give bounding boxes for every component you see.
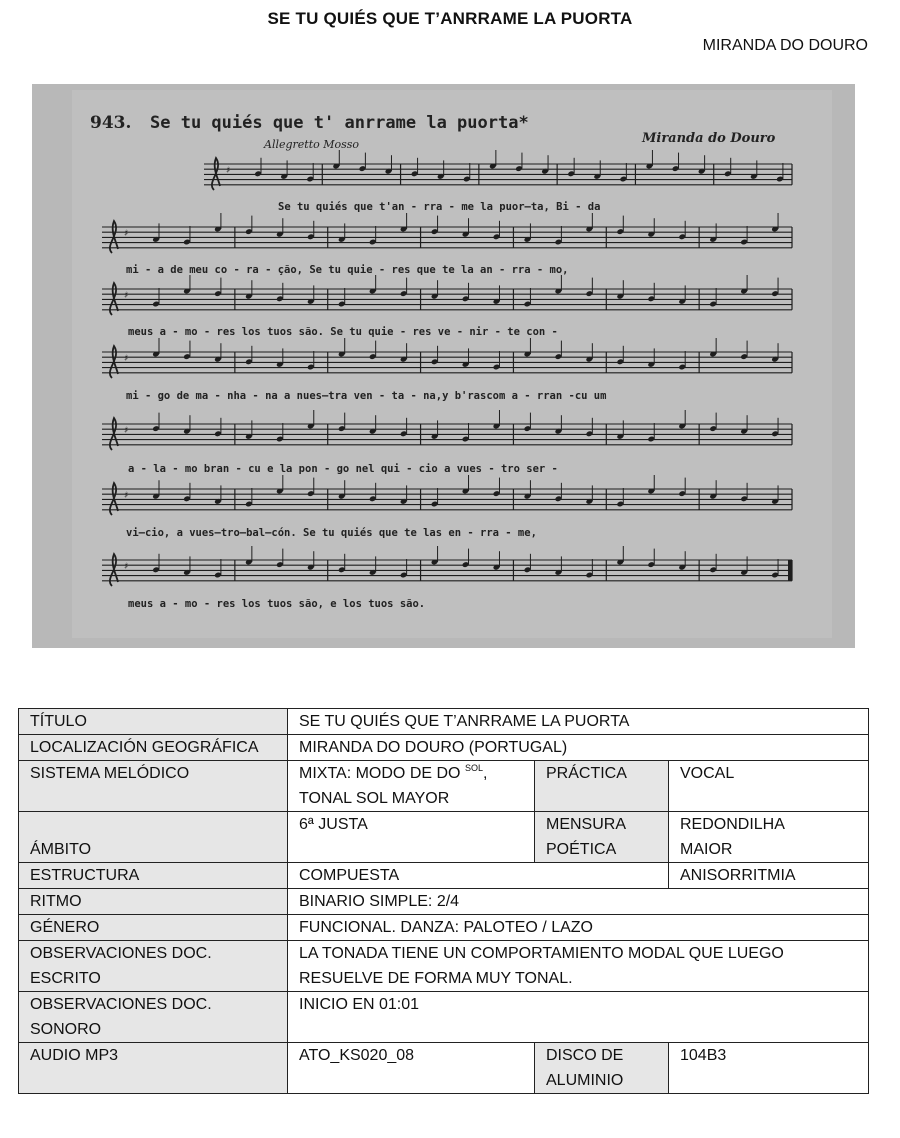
value-obs-sonoro: INICIO EN 01:01: [288, 992, 869, 1043]
lyric-line: a - la - mo bran - cu e la pon - go nel qui - cio a vues - tro ser -: [128, 463, 558, 475]
value-obs-escrito-line1: LA TONADA TIENE UN COMPORTAMIENTO MODAL QUE LUEGO: [299, 945, 784, 962]
lyric-line: vi–cio, a vues–tro–bal–cón. Se tu quiés que te las en - rra - me,: [126, 527, 537, 539]
label-ambito: [19, 812, 288, 863]
svg-text:♯: ♯: [124, 491, 129, 501]
label-obs-escrito: [19, 941, 288, 992]
score-place: Miranda do Douro: [642, 131, 776, 146]
metadata-table: [18, 708, 869, 1094]
lyric-line: mi - go de ma - nha - na a nues–tra ven - ta - na,y b'rascom a - rran -cu um: [126, 390, 607, 402]
svg-text:♯: ♯: [124, 426, 129, 436]
row-localizacion: [19, 735, 869, 761]
value-genero: FUNCIONAL. DANZA: PALOTEO / LAZO: [288, 915, 869, 941]
label-obs-escrito-line2: ESCRITO: [30, 970, 101, 987]
label-disco-line2: ALUMINIO: [546, 1072, 624, 1089]
row-ritmo: [19, 889, 869, 915]
svg-text:♯: ♯: [124, 229, 129, 239]
label-mensura-line1: MENSURA: [546, 816, 627, 833]
value-disco: 104B3: [669, 1043, 869, 1094]
label-sistema: SISTEMA MELÓDICO: [19, 761, 288, 812]
label-obs-sonoro-line2: SONORO: [30, 1021, 102, 1038]
row-estructura: [19, 863, 869, 889]
row-sistema: [19, 761, 869, 812]
value-sistema-comma: ,: [482, 765, 488, 782]
value-sistema: [288, 761, 535, 812]
value-obs-escrito-line2: RESUELVE DE FORMA MUY TONAL.: [299, 970, 573, 987]
label-ritmo: RITMO: [19, 889, 288, 915]
score-photo: [32, 84, 855, 648]
value-localizacion: MIRANDA DO DOURO (PORTUGAL): [288, 735, 869, 761]
label-ambito-text: ÁMBITO: [30, 841, 92, 858]
document-place: MIRANDA DO DOURO: [702, 37, 868, 54]
label-obs-escrito-line1: OBSERVACIONES DOC.: [30, 945, 212, 962]
label-genero: GÉNERO: [19, 915, 288, 941]
value-titulo: SE TU QUIÉS QUE T’ANRRAME LA PUORTA: [288, 709, 869, 735]
label-disco: [535, 1043, 669, 1094]
svg-text:♯: ♯: [124, 291, 129, 301]
document-title: SE TU QUIÉS QUE T’ANRRAME LA PUORTA: [267, 9, 633, 28]
svg-text:♯: ♯: [124, 354, 129, 364]
value-estructura: COMPUESTA: [288, 863, 669, 889]
value-sistema-sup: SOL: [464, 763, 483, 773]
lyric-line: meus a - mo - res los tuos são. Se tu quie - res ve - nir - te con -: [128, 326, 558, 338]
lyric-line: meus a - mo - res los tuos são, e los tuos são.: [128, 598, 426, 610]
label-mensura-line2: POÉTICA: [546, 841, 617, 858]
row-obs-escrito: [19, 941, 869, 992]
row-audio: [19, 1043, 869, 1094]
row-ambito: [19, 812, 869, 863]
value-sistema-line1: MIXTA: MODO DE DO: [299, 765, 461, 782]
value-sistema-line2: TONAL SOL MAYOR: [299, 790, 450, 807]
label-mensura: [535, 812, 669, 863]
value-mensura-line1: REDONDILHA: [680, 816, 785, 833]
label-audio: AUDIO MP3: [19, 1043, 288, 1094]
value-mensura-line2: MAIOR: [680, 841, 733, 858]
label-disco-line1: DISCO DE: [546, 1047, 624, 1064]
label-practica: PRÁCTICA: [535, 761, 669, 812]
row-obs-sonoro: [19, 992, 869, 1043]
score-tempo: Allegretto Mosso: [264, 138, 360, 151]
value-audio: ATO_KS020_08: [288, 1043, 535, 1094]
value-practica: VOCAL: [669, 761, 869, 812]
label-titulo: TÍTULO: [19, 709, 288, 735]
row-genero: [19, 915, 869, 941]
label-localizacion: LOCALIZACIÓN GEOGRÁFICA: [19, 735, 288, 761]
label-estructura: ESTRUCTURA: [19, 863, 288, 889]
row-titulo: [19, 709, 869, 735]
lyric-line: Se tu quiés que t'an - rra - me la puor–ta, Bi - da: [278, 201, 601, 213]
value-ritmo: BINARIO SIMPLE: 2/4: [288, 889, 869, 915]
label-obs-sonoro: [19, 992, 288, 1043]
value-estructura-2: ANISORRITMIA: [669, 863, 869, 889]
value-mensura: [669, 812, 869, 863]
value-ambito: 6ª JUSTA: [288, 812, 535, 863]
value-obs-escrito: [288, 941, 869, 992]
svg-text:♯: ♯: [124, 562, 129, 572]
lyric-line: mi - a de meu co - ra - ção, Se tu quie - res que te la an - rra - mo,: [126, 264, 569, 276]
score-heading: Se tu quiés que t' anrrame la puorta*: [150, 113, 529, 133]
score-number: 943.: [90, 113, 132, 133]
label-obs-sonoro-line1: OBSERVACIONES DOC.: [30, 996, 212, 1013]
svg-text:♯: ♯: [226, 166, 231, 176]
